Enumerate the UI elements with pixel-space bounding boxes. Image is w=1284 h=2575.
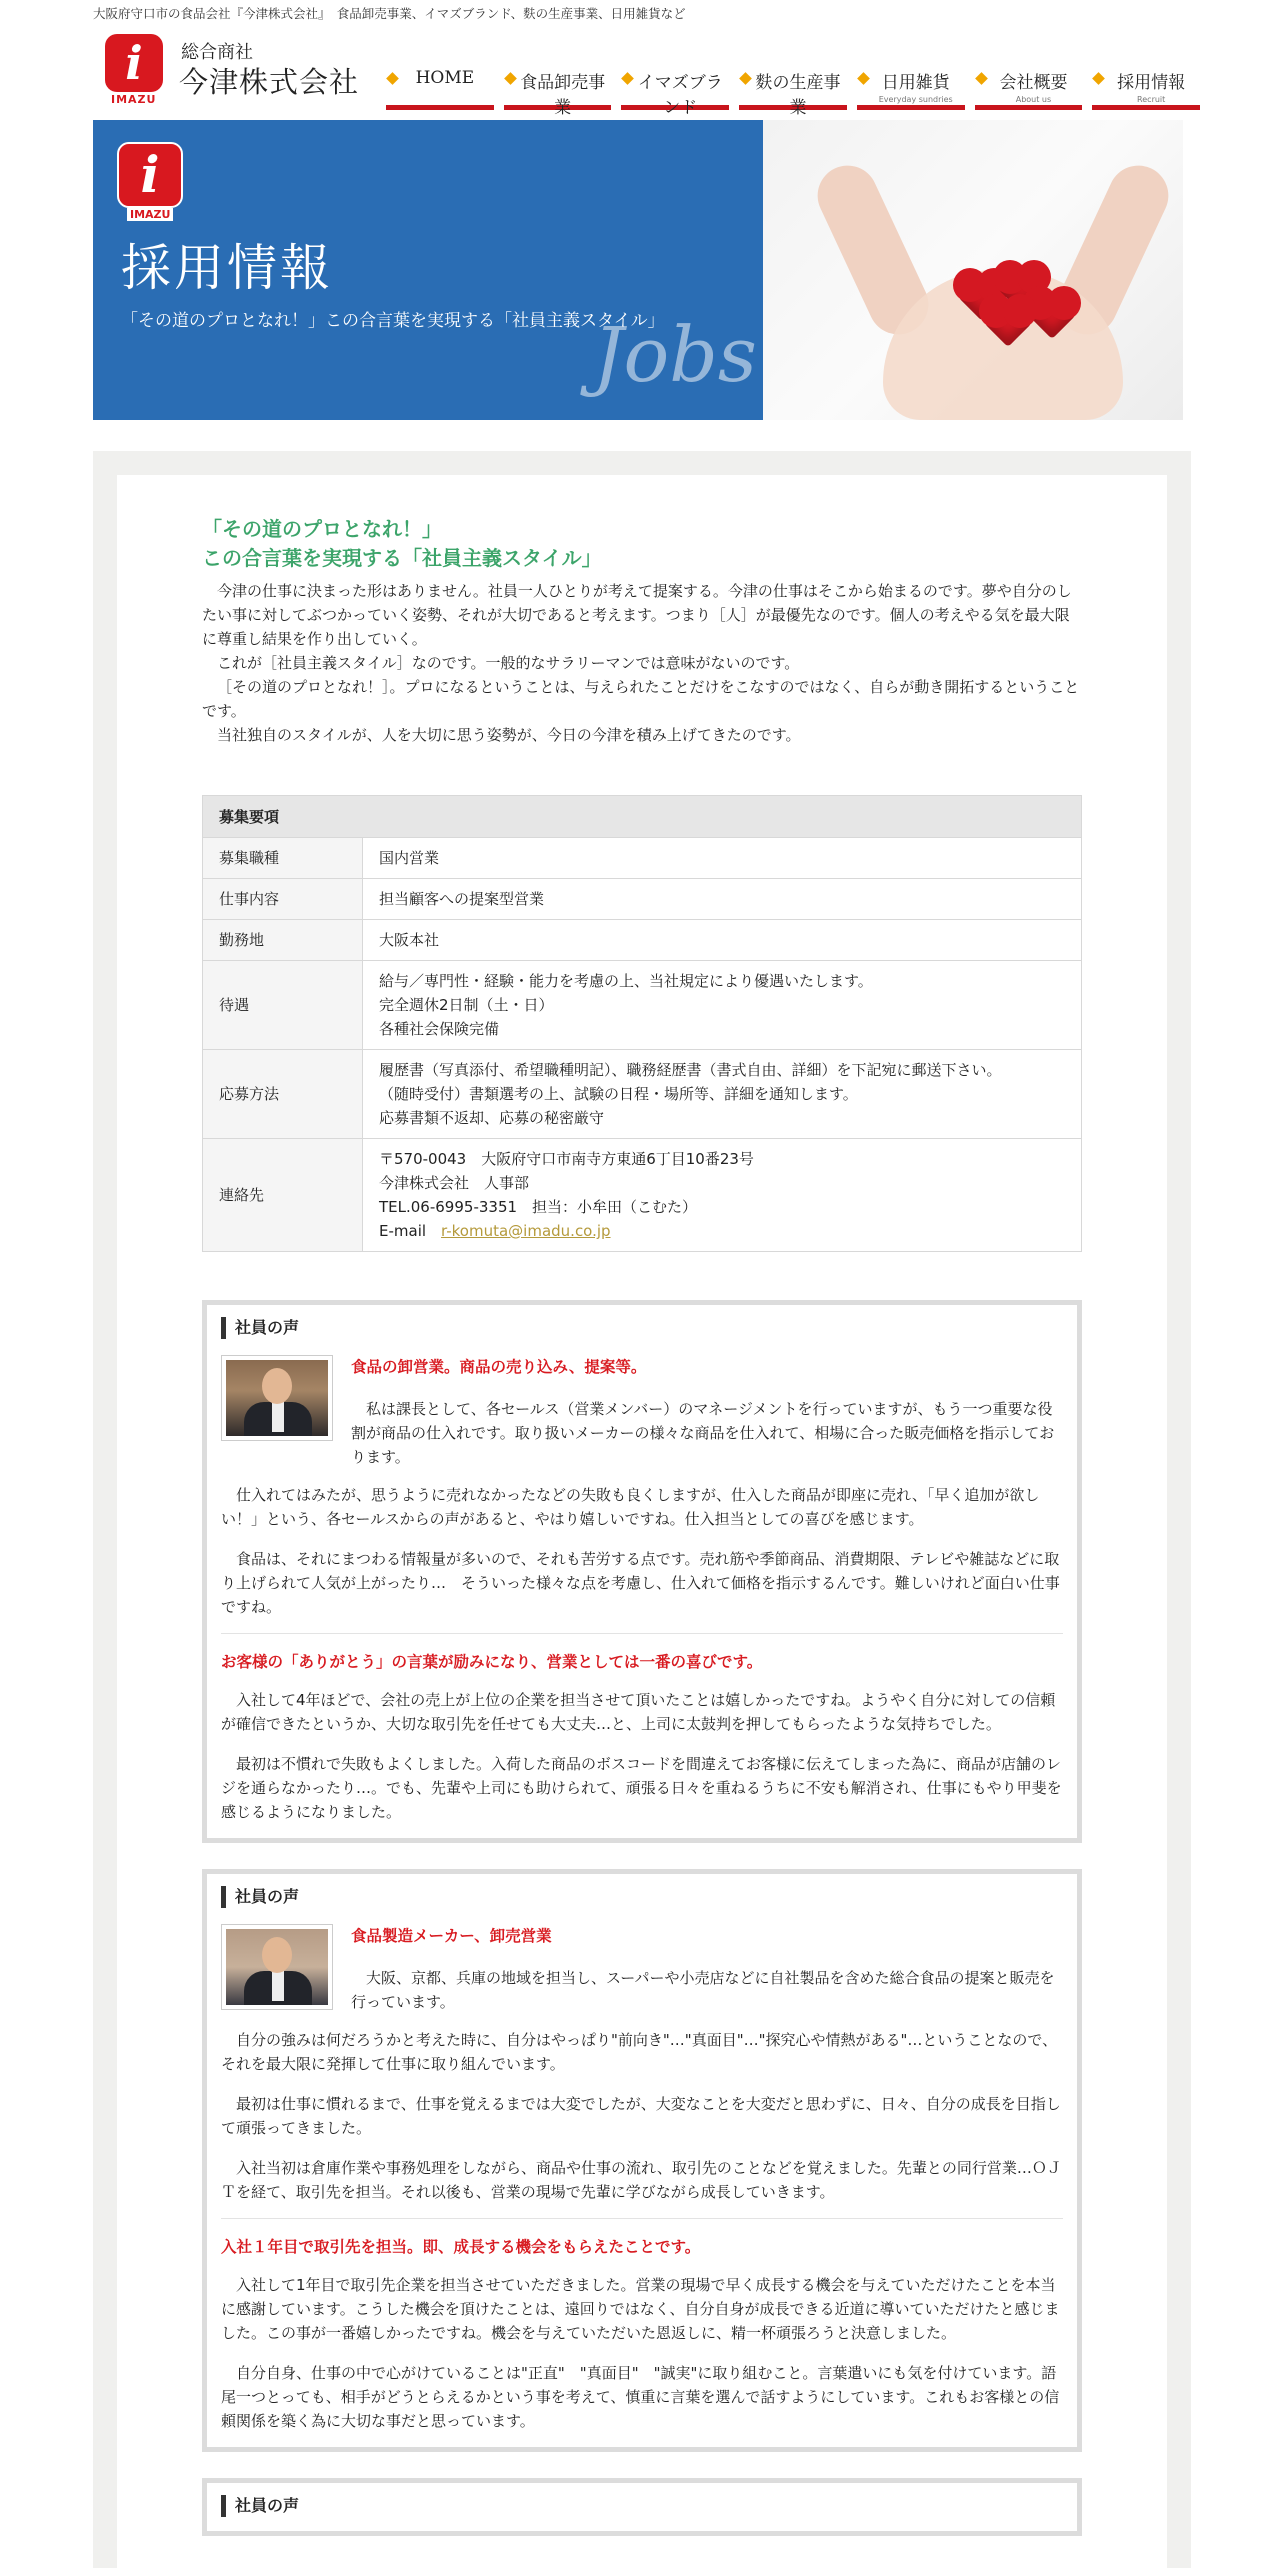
row-line: 応募書類不返却、応募の秘密厳守	[379, 1109, 605, 1127]
row-value	[363, 1139, 1082, 1252]
requirements-heading: 募集要項	[203, 796, 1082, 838]
contact-department: 今津株式会社 人事部	[379, 1174, 530, 1192]
red-hearts-image	[943, 250, 1073, 340]
employee-voice-2	[202, 1869, 1082, 2452]
content-frame	[93, 451, 1191, 2568]
row-label: 仕事内容	[203, 879, 363, 920]
table-row	[203, 920, 1082, 961]
nav-label: 麩の生産事業	[755, 73, 841, 118]
hero-logo-word: IMAZU	[127, 208, 173, 221]
lead-title-line2: この合言葉を実現する「社員主義スタイル」	[202, 546, 602, 570]
nav-imazu-brand[interactable]	[621, 66, 729, 118]
nav-sub: Everyday sundries	[878, 95, 953, 104]
hero-logo	[117, 142, 183, 208]
row-label: 応募方法	[203, 1050, 363, 1139]
photo-shirt-shape	[272, 1971, 284, 2001]
voice-paragraph: 入社して4年ほどで、会社の売上が上位の企業を担当させて頂いたことは嬉しかったですね。ようやく自分に対しての信頼が確信できたというか、大切な取引先を任せても大丈夫…と、上司に太鼓判を押してもらったような気持ちでした。	[221, 1691, 1056, 1733]
row-value	[363, 838, 1082, 879]
row-line: 完全週休2日制（土・日）	[379, 996, 554, 1014]
row-line: 給与／専門性・経験・能力を考慮の上、当社規定により優遇いたします。	[379, 972, 873, 990]
company-name: 今津株式会社	[179, 65, 360, 99]
voice-profile	[221, 1355, 1063, 1469]
hero-logo-letter: i	[140, 145, 160, 204]
row-line: 大阪本社	[379, 931, 440, 949]
imazu-logo[interactable]	[105, 34, 163, 92]
table-header-row	[203, 796, 1082, 838]
nav-sub: Recruit	[1137, 95, 1166, 104]
nav-recruit[interactable]	[1092, 66, 1200, 110]
voice-intro: 大阪、京都、兵庫の地域を担当し、スーパーや小売店などに自社製品を含めた総合食品の提案と販売を行っています。	[351, 1969, 1055, 2011]
hero-caption: 「その道のプロとなれ！」この合言葉を実現する「社員主義スタイル」	[121, 311, 665, 331]
lead-paragraph: これが［社員主義スタイル］なのです。一般的なサラリーマンでは意味がないのです。	[217, 654, 800, 672]
lead-paragraph: 今津の仕事に決まった形はありません。社員一人ひとりが考えて提案する。今津の仕事はそこから始まるのです。夢や自分のしたい事に対してぶつかっていく姿勢、それが大切であると考えます。つまり［人］が最優先なのです。個人の考えやる気を最大限に尊重し結果を作り出していく。	[202, 582, 1072, 648]
site-tagline: 大阪府守口市の食品会社『今津株式会社』 食品卸売事業、イマズブランド、麩の生産事業、日用雑貨など	[93, 6, 686, 21]
nav-label: イマズブランド	[637, 73, 723, 118]
nav-about[interactable]	[975, 66, 1083, 110]
profile-text	[351, 1355, 1063, 1469]
photo-face-shape	[262, 1368, 292, 1404]
main-content	[202, 515, 1082, 2536]
requirements-table	[202, 795, 1082, 1252]
employee-voice-1	[202, 1300, 1082, 1843]
email-label: E-mail	[379, 1222, 442, 1240]
page-title: 採用情報	[121, 239, 333, 297]
employee-photo	[221, 1924, 333, 2010]
nav-home[interactable]	[386, 66, 494, 110]
site-header	[93, 26, 1205, 118]
row-line: （随時受付）書類選考の上、試験の日程・場所等、詳細を通知します。	[379, 1085, 858, 1103]
voice-paragraph: 入社当初は倉庫作業や事務処理をしながら、商品や仕事の流れ、取引先のことなどを覚えました。先輩との同行営業…ＯＪＴを経て、取引先を担当。それ以後も、営業の現場で先輩に学びながら成長していきます。	[221, 2159, 1062, 2201]
voice-paragraph: 入社して1年目で取引先企業を担当させていただきました。営業の現場で早く成長する機会を与えていただけたことを本当に感謝しています。こうした機会を頂けたことは、遠回りではなく、自分自身が成長できる近道に導いていただけたと感じました。この事が一番嬉しかったですね。機会を与えていただいた恩返しに、精一杯頑張ろうと決意しました。	[221, 2276, 1060, 2342]
employee-photo	[221, 1355, 333, 1441]
employee-voice-3	[202, 2478, 1082, 2536]
email-link[interactable]: r-komuta@imadu.co.jp	[441, 1222, 611, 1240]
voice-paragraph: 仕入れてはみたが、思うように売れなかったなどの失敗も良くしますが、仕入した商品が即座に売れ、「早く追加が欲しい！」という、各セールスからの声があると、やはり嬉しいですね。仕入担当としての喜びを感じます。	[221, 1486, 1040, 1528]
nav-label: 会社概要	[999, 73, 1068, 93]
logo-word: IMAZU	[111, 93, 157, 106]
photo-face-shape	[262, 1937, 292, 1973]
table-row	[203, 1139, 1082, 1252]
voice-paragraph: 最初は不慣れで失敗もよくしました。入荷した商品のボスコードを間違えてお客様に伝えてしまった為に、商品が店舗のレジを通らなかったり…。でも、先輩や上司にも助けられて、頑張る日々を重ねるうちに不安も解消され、仕事にもやり甲斐を感じるようになりました。	[221, 1755, 1062, 1821]
row-line: 担当顧客への提案型営業	[379, 890, 545, 908]
contact-phone: TEL.06-6995-3351 担当：小牟田（こむた）	[379, 1198, 698, 1216]
voice-subtitle: 入社１年目で取引先を担当。即、成長する機会をもらえたことです。	[221, 2238, 701, 2256]
contact-email-line	[379, 1219, 1065, 1243]
voice-title: 食品製造メーカー、卸売営業	[351, 1927, 552, 1945]
row-label: 待遇	[203, 961, 363, 1050]
row-line: 各種社会保険完備	[379, 1020, 500, 1038]
contact-address: 〒570-0043 大阪府守口市南寺方東通6丁目10番23号	[379, 1150, 754, 1168]
table-row	[203, 961, 1082, 1050]
voice-heading: 社員の声	[221, 1317, 1063, 1339]
row-label: 連絡先	[203, 1139, 363, 1252]
logo-letter: i	[125, 36, 143, 90]
profile-text	[351, 1924, 1063, 2014]
table-row	[203, 879, 1082, 920]
row-label: 勤務地	[203, 920, 363, 961]
heart-icon	[984, 299, 1032, 347]
voice-title: 食品の卸営業。商品の売り込み、提案等。	[351, 1358, 647, 1376]
row-label: 募集職種	[203, 838, 363, 879]
voice-heading: 社員の声	[221, 1886, 1063, 1908]
nav-sundries[interactable]	[857, 66, 965, 110]
photo-image	[226, 1929, 328, 2005]
lead-paragraph: 当社独自のスタイルが、人を大切に思う姿勢が、今日の今津を積み上げてきたのです。	[217, 726, 801, 744]
row-value	[363, 1050, 1082, 1139]
nav-food-wholesale[interactable]	[504, 66, 612, 118]
voice-paragraph: 自分自身、仕事の中で心がけていることは"正直" "真面目" "誠実"に取り組むこと。言葉遣いにも気を付けています。語尾一つとっても、相手がどうとらえるかという事を考えて、慎重に言葉を選んで話すようにしています。これもお客様との信頼関係を築く為に大切な事だと思っています。	[221, 2364, 1060, 2430]
row-line: 履歴書（写真添付、希望職種明記）、職務経歴書（書式自由、詳細）を下記宛に郵送下さい。	[379, 1061, 1002, 1079]
photo-image	[226, 1360, 328, 1436]
lead-body	[202, 579, 1082, 747]
lead-paragraph: ［その道のプロとなれ！］。プロになるということは、与えられたことだけをこなすのではなく、自らが動き開拓するということです。	[202, 678, 1080, 720]
row-value	[363, 879, 1082, 920]
hero-hands-image	[763, 120, 1183, 420]
voice-paragraph: 食品は、それにまつわる情報量が多いので、それも苦労する点です。売れ筋や季節商品、消費期限、テレビや雑誌などに取り上げられて人気が上がったり… そういった様々な点を考慮し、仕入れて価格を指示するんです。難しいけれど面白い仕事ですね。	[221, 1550, 1060, 1616]
divider	[221, 1633, 1063, 1634]
photo-shirt-shape	[272, 1402, 284, 1432]
nav-sub: About us	[1015, 95, 1052, 104]
nav-label: 日用雑貨	[881, 73, 950, 93]
voice-paragraph: 最初は仕事に慣れるまで、仕事を覚えるまでは大変でしたが、大変なことを大変だと思わずに、日々、自分の成長を目指して頑張ってきました。	[221, 2095, 1061, 2137]
voice-paragraph: 自分の強みは何だろうかと考えた時に、自分はやっぱり"前向き"…"真面目"…"探究心や情熱がある"…ということなので、それを最大限に発揮して仕事に取り組んでいます。	[221, 2031, 1058, 2073]
company-subtitle: 総合商社	[181, 42, 253, 63]
nav-label: 採用情報	[1117, 73, 1186, 93]
row-line: 国内営業	[379, 849, 440, 867]
lead-title	[202, 515, 1082, 573]
lead-title-line1: 「その道のプロとなれ！」	[202, 517, 442, 541]
hero-banner	[93, 120, 1183, 420]
row-value	[363, 961, 1082, 1050]
hero-script-text: Jobs	[593, 310, 757, 399]
voice-intro: 私は課長として、各セールス（営業メンバー）のマネージメントを行っていますが、もう一つ重要な役割が商品の仕入れです。取り扱いメーカーの様々な商品を仕入れて、相場に合った販売価格を指示しております。	[351, 1400, 1055, 1466]
content-panel	[117, 475, 1167, 2575]
divider	[221, 2218, 1063, 2219]
main-nav	[381, 66, 1205, 118]
nav-fu-production[interactable]	[739, 66, 847, 118]
row-value	[363, 920, 1082, 961]
nav-label: HOME	[415, 68, 475, 88]
table-row	[203, 1050, 1082, 1139]
voice-profile	[221, 1924, 1063, 2014]
nav-label: 食品卸売事業	[520, 73, 606, 118]
voice-subtitle: お客様の「ありがとう」の言葉が励みになり、営業としては一番の喜びです。	[221, 1653, 763, 1671]
table-row	[203, 838, 1082, 879]
voice-heading: 社員の声	[221, 2495, 1063, 2517]
